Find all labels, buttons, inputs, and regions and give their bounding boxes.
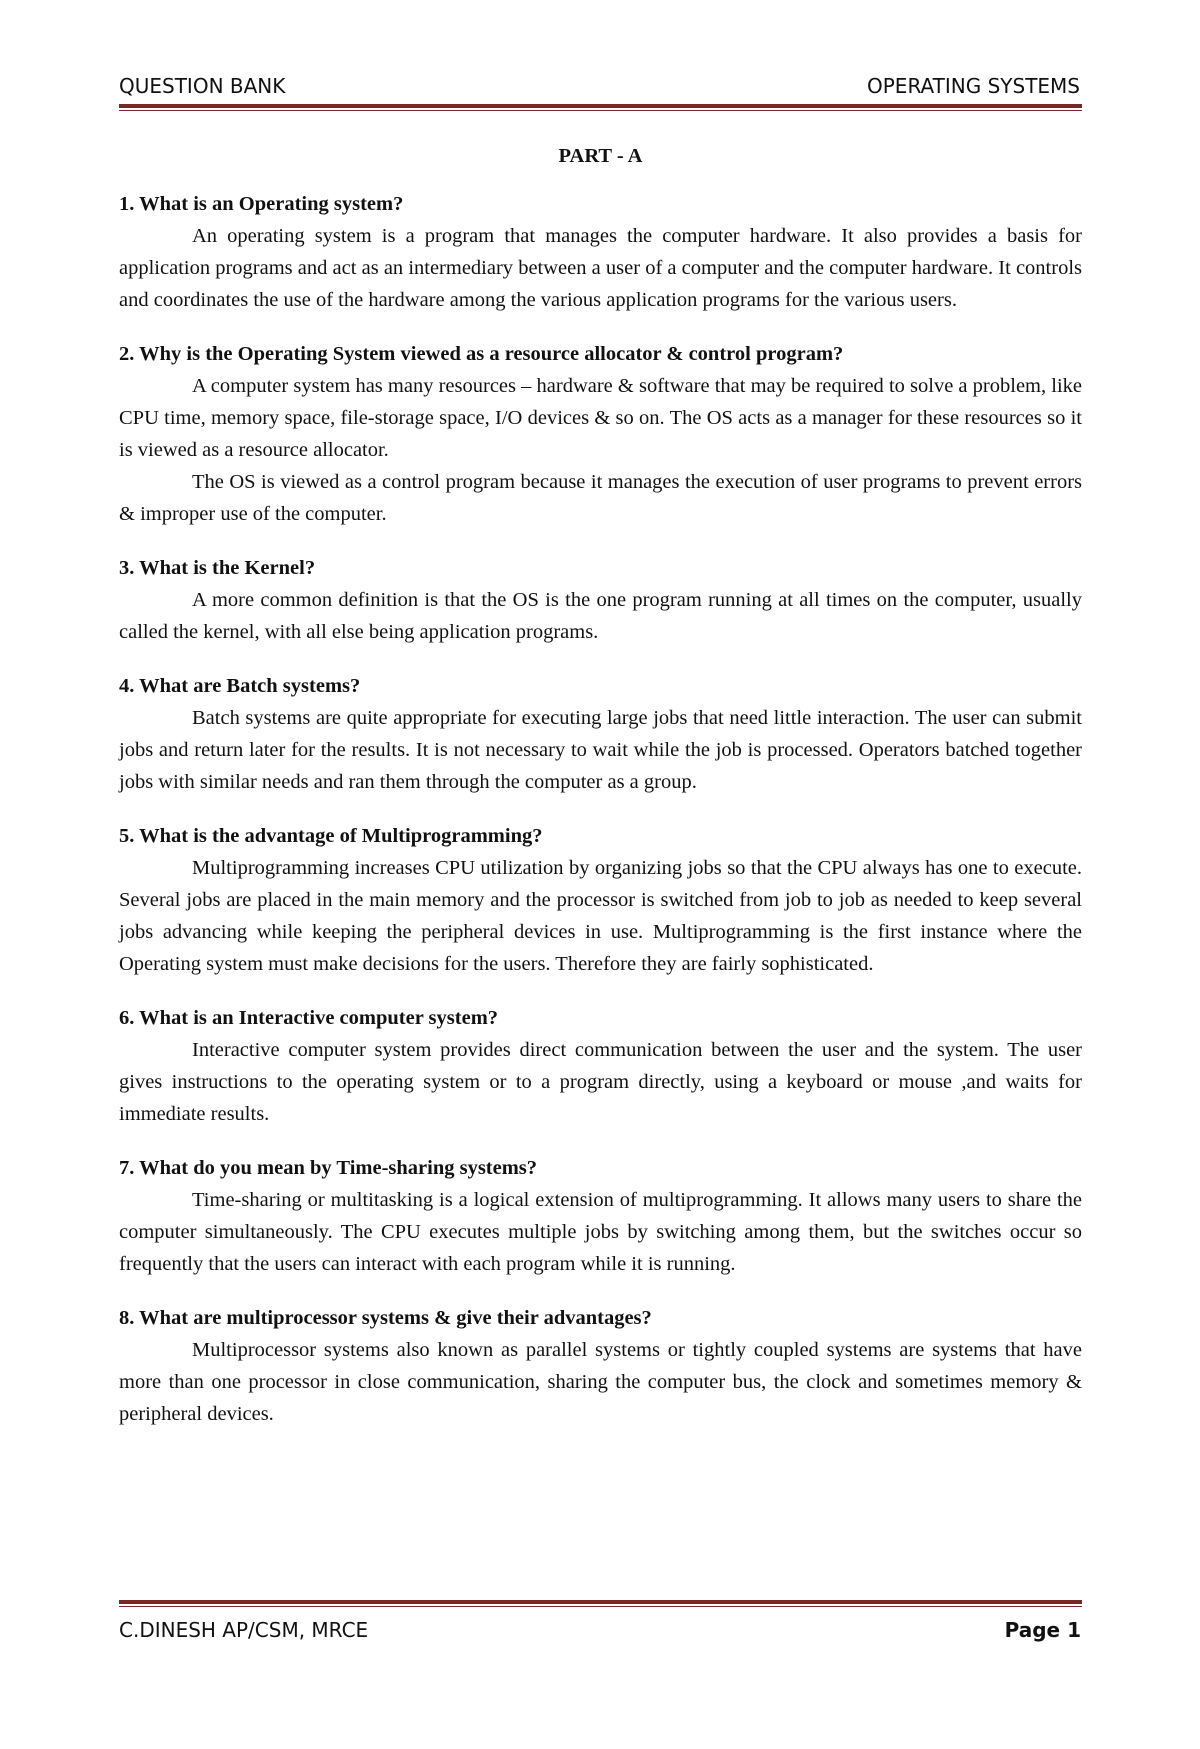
question-heading: 6. What is an Interactive computer system? — [119, 1007, 499, 1029]
question-block-2 — [119, 338, 1082, 530]
question-block-5 — [119, 820, 1082, 980]
part-title: PART - A — [558, 145, 643, 167]
answer-paragraph: An operating system is a program that manages the computer hardware. It also provides a basis for application programs and act as an intermediary between a user of a computer and the computer hardware. It controls and coordinates the use of the hardware among the various application programs for the various users. — [119, 225, 1082, 311]
page-header — [119, 74, 1080, 104]
question-heading: 1. What is an Operating system? — [119, 193, 404, 215]
question-block-7 — [119, 1152, 1082, 1280]
footer-divider — [119, 1600, 1082, 1607]
answer-paragraph: Batch systems are quite appropriate for executing large jobs that need little interaction. The user can submit jobs and return later for the results. It is not necessary to wait while the job is processed. Operators batched together jobs with similar needs and ran them through the computer as a group. — [119, 707, 1082, 793]
page-number: Page 1 — [1004, 1618, 1081, 1642]
answer-paragraph: Multiprogramming increases CPU utilization by organizing jobs so that the CPU always has one to execute. Several jobs are placed in the main memory and the processor is switched from job to job as needed to keep several jobs advancing while keeping the peripheral devices in use. Multiprogramming is the first instance where the Operating system must make decisions for the users. Therefore they are fairly sophisticated. — [119, 857, 1082, 975]
answer-paragraph: Time-sharing or multitasking is a logical extension of multiprogramming. It allows many users to share the computer simultaneously. The CPU executes multiple jobs by switching among them, but the switches occur so frequently that the users can interact with each program while it is running. — [119, 1189, 1082, 1275]
question-block-6 — [119, 1002, 1082, 1130]
document-body — [119, 140, 1082, 1452]
footer-author-text: C.DINESH AP/CSM, MRCE — [119, 1618, 369, 1642]
question-heading: 7. What do you mean by Time-sharing systems? — [119, 1157, 538, 1179]
header-divider — [119, 104, 1082, 111]
question-heading: 2. Why is the Operating System viewed as a resource allocator & control program? — [119, 343, 844, 365]
question-block-4 — [119, 670, 1082, 798]
question-heading: 4. What are Batch systems? — [119, 675, 361, 697]
answer-paragraph: A more common definition is that the OS is the one program running at all times on the computer, usually called the kernel, with all else being application programs. — [119, 589, 1082, 643]
answer-paragraph: Multiprocessor systems also known as parallel systems or tightly coupled systems are systems that have more than one processor in close communication, sharing the computer bus, the clock and sometimes memory & peripheral devices. — [119, 1339, 1082, 1425]
question-block-8 — [119, 1302, 1082, 1430]
question-heading: 5. What is the advantage of Multiprogramming? — [119, 825, 543, 847]
header-left-text: QUESTION BANK — [119, 74, 286, 98]
question-heading: 3. What is the Kernel? — [119, 557, 316, 579]
question-block-1 — [119, 188, 1082, 316]
answer-paragraph: The OS is viewed as a control program because it manages the execution of user programs to prevent errors & improper use of the computer. — [119, 471, 1082, 525]
question-block-3 — [119, 552, 1082, 648]
header-right-text: OPERATING SYSTEMS — [867, 74, 1080, 98]
answer-paragraph: A computer system has many resources – hardware & software that may be required to solve a problem, like CPU time, memory space, file-storage space, I/O devices & so on. The OS acts as a manager for these resources so it is viewed as a resource allocator. — [119, 375, 1082, 461]
page-footer — [119, 1618, 1081, 1648]
question-heading: 8. What are multiprocessor systems & give their advantages? — [119, 1307, 652, 1329]
answer-paragraph: Interactive computer system provides direct communication between the user and the system. The user gives instructions to the operating system or to a program directly, using a keyboard or mouse ,and waits for immediate results. — [119, 1039, 1082, 1125]
